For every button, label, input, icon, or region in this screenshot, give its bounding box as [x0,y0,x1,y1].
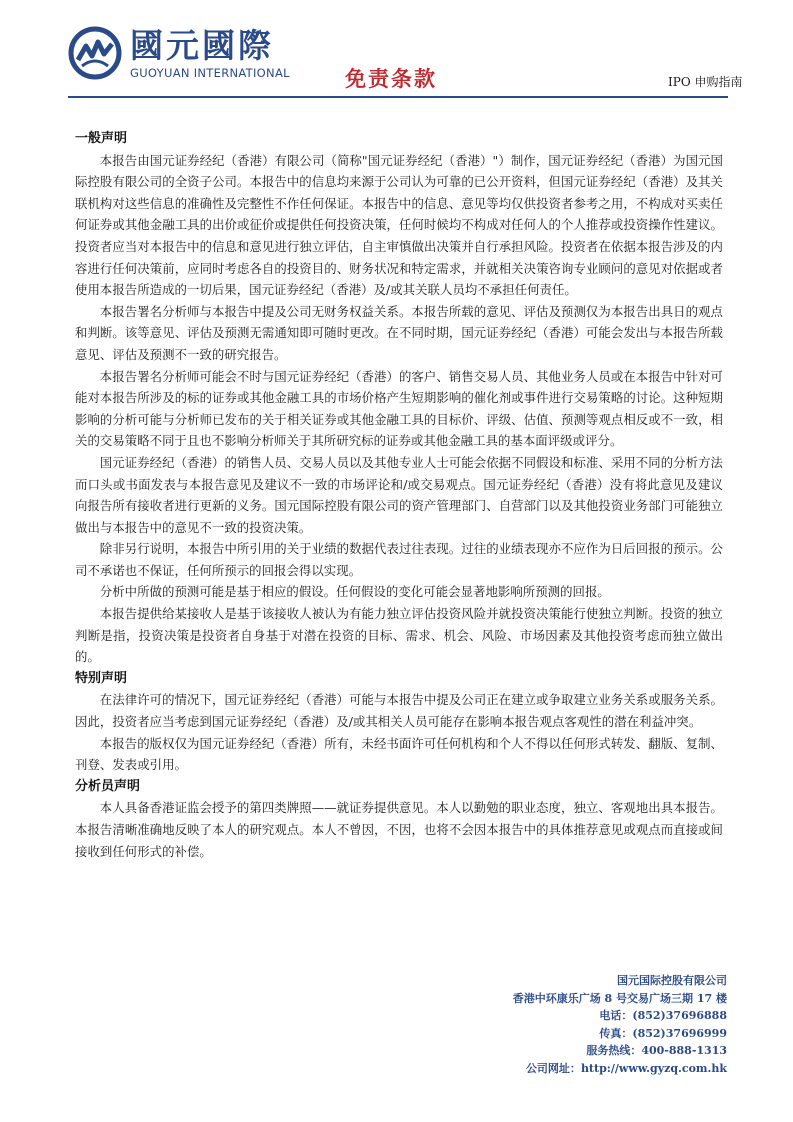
phone-value: (852)37696888 [632,1009,727,1022]
website-label: 公司网址： [525,1061,581,1075]
logo-chinese-name: 國元國際 [130,26,274,65]
header-divider [68,96,728,98]
general-paragraph: 本报告提供给某接收人是基于该接收人被认为有能力独立评估投资风险并就投资决策能行使独立判断。投资的独立判断是指，投资决策是投资者自身基于对潜在投资的目标、需求、机会、风险、市场因素及其他投资考虑而独立做出的。 [75,606,723,665]
website-link[interactable]: http://www.gyzq.com.hk [580,1061,727,1075]
logo-english-name: GUOYUAN INTERNATIONAL [130,66,290,80]
company-address: 香港中环康乐广场 8 号交易广场三期 17 楼 [512,991,727,1005]
section-title-general: 一般声明 [75,131,128,146]
special-paragraph: 本报告的版权仅为国元证券经纪（香港）所有，未经书面许可任何机构和个人不得以任何形式转发、翻版、复制、刊登、发表或引用。 [75,735,723,773]
page-title: 免责条款 [345,66,437,91]
fax-line [307,1025,727,1043]
company-name: 国元国际控股有限公司 [617,974,727,987]
fax-value: (852)37696999 [632,1026,727,1040]
company-contact-block [307,972,727,1077]
fax-label: 传真： [599,1026,633,1040]
general-paragraph: 本报告由国元证券经纪（香港）有限公司（简称"国元证券经纪（香港）"）制作，国元证券经纪（香港）为国元国际控股有限公司的全资子公司。本报告中的信息均来源于公司认为可靠的已公开资料，但国元证券经纪（香港）及其关联机构对这些信息的准确性及完整性不作任何保证。本报告中的信息、意见等均仅供投资者参考之用，不构成对买卖任何证券或其他金融工具的出价或征价或提供任何投资决策，任何时候均不构成对任何人的个人推荐或投资操作性建议。投资者应当对本报告中的信息和意见进行独立评估，自主审慎做出决策并自行承担风险。投资者在依据本报告涉及的内容进行任何决策前，应同时考虑各自的投资目的、财务状况和特定需求，并就相关决策咨询专业顾问的意见对依据或者使用本报告所造成的一切后果，国元证券经纪（香港）及/或其关联人员均不承担任何责任。 [75,152,723,298]
page-header [0,0,793,110]
section-title-special: 特别声明 [75,670,128,686]
section-title-analyst: 分析员声明 [75,778,141,794]
guoyuan-logo-icon [68,26,122,80]
hotline-line [307,1042,727,1060]
special-paragraph: 在法律许可的情况下，国元证券经纪（香港）可能与本报告中提及公司正在建立或争取建立业务关系或服务关系。因此，投资者应当考虑到国元证券经纪（香港）及/或其相关人员可能存在影响本报告观点客观性的潜在利益冲突。 [75,692,723,730]
report-type-label: IPO 申购指南 [668,75,743,89]
hotline-value: 400-888-1313 [641,1044,727,1057]
disclaimer-body [75,128,723,862]
general-paragraph: 国元证券经纪（香港）的销售人员、交易人员以及其他专业人士可能会依据不同假设和标准、采用不同的分析方法而口头或书面发表与本报告意见及建议不一致的市场评论和/或交易观点。国元证券经纪（香港）没有将此意见及建议向报告所有接收者进行更新的义务。国元国际控股有限公司的资产管理部门、自营部门以及其他投资业务部门可能独立做出与本报告中的意见不一致的投资决策。 [75,454,723,535]
general-paragraph: 本报告署名分析师与本报告中提及公司无财务权益关系。本报告所载的意见、评估及预测仅为本报告出具日的观点和判断。该等意见、评估及预测无需通知即可随时更改。在不同时期，国元证券经纪（香港）可能会发出与本报告所载意见、评估及预测不一致的研究报告。 [75,303,723,362]
general-paragraph: 本报告署名分析师可能会不时与国元证券经纪（香港）的客户、销售交易人员、其他业务人员或在本报告中针对可能对本报告所涉及的标的证券或其他金融工具的市场价格产生短期影响的催化剂或事件进行交易策略的讨论。这种短期影响的分析可能与分析师已发布的关于相关证券或其他金融工具的目标价、评级、估值、预测等观点相反或不一致，相关的交易策略不同于且也不影响分析师关于其所研究标的证券或其他金融工具的基本面评级或评分。 [75,368,723,449]
analyst-paragraph: 本人具备香港证监会授予的第四类牌照——就证券提供意见。本人以勤勉的职业态度，独立、客观地出具本报告。本报告清晰准确地反映了本人的研究观点。本人不曾因，不因，也将不会因本报告中的具体推荐意见或观点而直接或间接收到任何形式的补偿。 [75,800,723,859]
website-line [307,1060,727,1078]
phone-line [307,1007,727,1025]
general-paragraph: 分析中所做的预测可能是基于相应的假设。任何假设的变化可能会显著地影响所预测的回报。 [99,584,610,600]
general-paragraph: 除非另行说明，本报告中所引用的关于业绩的数据代表过往表现。过往的业绩表现亦不应作为日后回报的预示。公司不承诺也不保证，任何所预示的回报会得以实现。 [75,541,723,578]
phone-label: 电话： [599,1009,633,1022]
hotline-label: 服务热线： [586,1044,642,1057]
